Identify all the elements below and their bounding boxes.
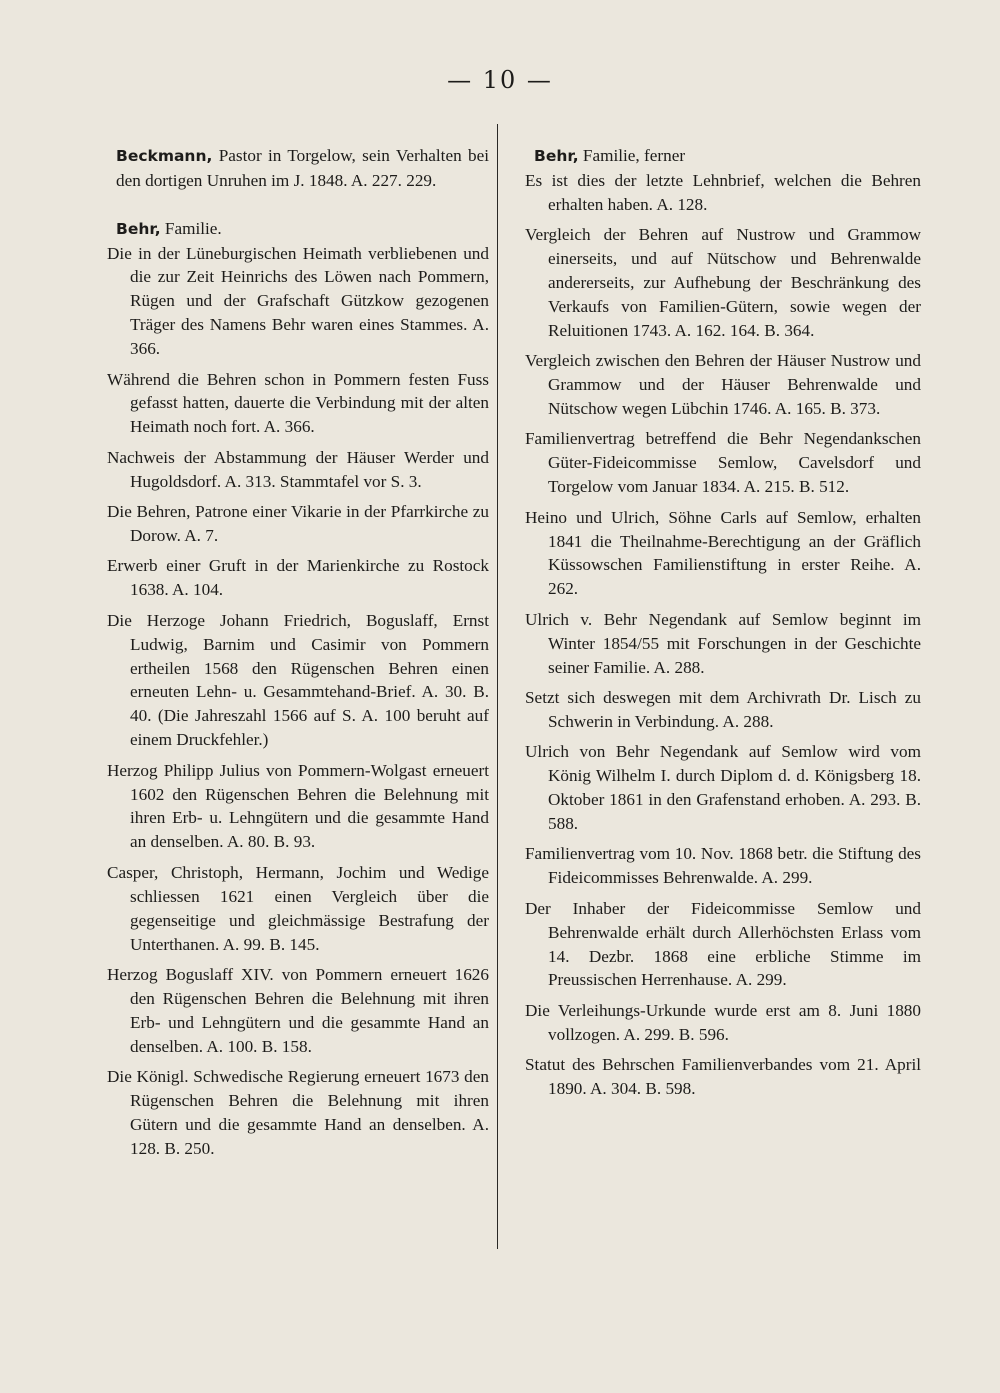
subentry: Statut des Behrschen Familienverbandes vom 21. April 1890. A. 304. B. 598. <box>525 1055 921 1099</box>
subentry: Die Herzoge Johann Friedrich, Boguslaff, Ernst Ludwig, Barnim und Casimir von Pommern ertheilen 1568 den Rügenschen Behren einen erneuten Lehn- u. Gesammtehand-Brief. A. 30. B. 40. (Die Jahreszahl 1566 auf S. A. 100 beruht auf einem Druckfehler.) <box>107 610 489 750</box>
right-column <box>511 120 921 1107</box>
page-number: — 10 — <box>447 66 553 94</box>
index-entry <box>93 120 489 193</box>
subentry: Heino und Ulrich, Söhne Carls auf Semlow, erhalten 1841 die Theilnahme-Berechtigung an der Gräflich Küssowschen Familienstiftung in erster Reihe. A. 262. <box>525 507 921 599</box>
entry-headword: Behr, <box>534 146 579 165</box>
subentry: Vergleich der Behren auf Nustrow und Grammow einerseits, und auf Nütschow und Behrenwalde andererseits, zur Aufhebung der Beschränkung des Verkaufs von Familien-Gütern, sowie wegen der Reluitionen 1743. A. 162. 164. B. 364. <box>525 225 921 340</box>
subentry: Familienvertrag vom 10. Nov. 1868 betr. die Stiftung des Fideicommisses Behrenwalde. A. 299. <box>525 844 921 888</box>
entry-headword: Beckmann, <box>116 146 213 165</box>
subentry: Der Inhaber der Fideicommisse Semlow und Behrenwalde erhält durch Allerhöchsten Erlass vom 14. Dezbr. 1868 eine erbliche Stimme im Preussischen Herrenhause. A. 299. <box>525 898 921 990</box>
left-column <box>93 120 489 1167</box>
subentry: Casper, Christoph, Hermann, Jochim und Wedige schliessen 1621 einen Vergleich über die gegenseitige und gleichmässige Bestrafung der Unterthanen. A. 99. B. 145. <box>107 862 489 954</box>
entry-text: Familie, ferner <box>578 145 686 165</box>
subentry: Ulrich von Behr Negendank auf Semlow wird vom König Wilhelm I. durch Diplom d. d. Königsberg 18. Oktober 1861 in den Grafenstand erhoben. A. 293. B. 588. <box>525 742 921 833</box>
subentry: Herzog Philipp Julius von Pommern-Wolgast erneuert 1602 den Rügenschen Behren die Belehnung mit ihren Erb- u. Lehngütern und die gesammte Hand an denselben. A. 80. B. 93. <box>107 760 489 852</box>
subentry: Während die Behren schon in Pommern festen Fuss gefasst hatten, dauerte die Verbindung mit der alten Heimath noch fort. A. 366. <box>107 369 489 437</box>
subentry: Familienvertrag betreffend die Behr Negendankschen Güter-Fideicommisse Semlow, Cavelsdorf und Torgelow vom Januar 1834. A. 215. B. 512. <box>525 429 921 497</box>
subentry: Erwerb einer Gruft in der Marienkirche zu Rostock 1638. A. 104. <box>107 556 489 600</box>
subentry: Die Verleihungs-Urkunde wurde erst am 8. Juni 1880 vollzogen. A. 299. B. 596. <box>525 1000 921 1044</box>
subentry: Herzog Boguslaff XIV. von Pommern erneuert 1626 den Rügenschen Behren die Belehnung mit ihren Erb- und Lehngütern und die gesammte Hand an denselben. A. 100. B. 158. <box>107 964 489 1056</box>
index-entry <box>511 120 921 169</box>
subentry: Ulrich v. Behr Negendank auf Semlow beginnt im Winter 1854/55 mit Forschungen in der Geschichte seiner Familie. A. 288. <box>525 609 921 677</box>
entry-text: Familie. <box>160 218 222 238</box>
subentry: Die in der Lüneburgischen Heimath verbliebenen und die zur Zeit Heinrichs des Löwen nach Pommern, Rügen und der Grafschaft Gützkow gezogenen Träger des Namens Behr waren eines Stammes. A. 366. <box>107 243 489 359</box>
column-divider <box>497 124 498 1249</box>
entry-headword: Behr, <box>116 219 161 238</box>
subentry: Die Behren, Patrone einer Vikarie in der Pfarrkirche zu Dorow. A. 7. <box>107 502 489 545</box>
subentry: Setzt sich deswegen mit dem Archivrath Dr. Lisch zu Schwerin in Verbindung. A. 288. <box>525 687 921 731</box>
subentry: Nachweis der Abstammung der Häuser Werder und Hugoldsdorf. A. 313. Stammtafel vor S. 3. <box>107 447 489 491</box>
subentry: Vergleich zwischen den Behren der Häuser Nustrow und Grammow und der Häuser Behrenwalde und Nütschow wegen Lübchin 1746. A. 165. B. 373. <box>525 351 921 418</box>
entry-text: Pastor in Torgelow, sein Verhalten bei den dortigen Unruhen im J. 1848. A. 227. 229. <box>116 145 489 190</box>
subentry: Die Königl. Schwedische Regierung erneuert 1673 den Rügenschen Behren die Belehnung mit ihren Gütern und die gesammte Hand an denselben. A. 128. B. 250. <box>107 1067 489 1158</box>
index-entry <box>93 193 489 242</box>
subentry: Es ist dies der letzte Lehnbrief, welchen die Behren erhalten haben. A. 128. <box>525 170 921 214</box>
